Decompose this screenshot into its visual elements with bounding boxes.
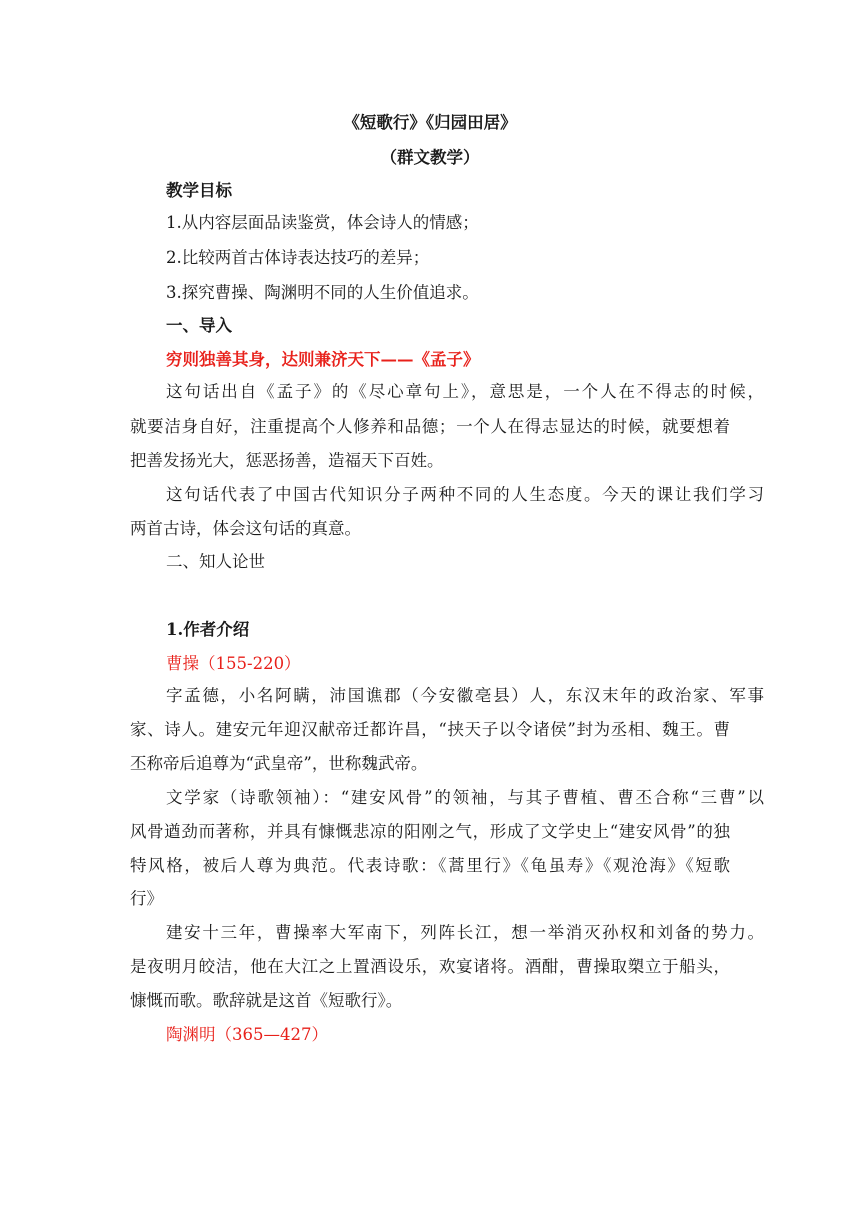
goals-heading: 教学目标 [166, 181, 232, 200]
intro-paragraph-line: 这句话出自《孟子》的《尽心章句上》，意思是，一个人在不得志的时候， [166, 382, 764, 401]
author-name-caocao: 曹操（155-220） [166, 654, 301, 673]
caocao-bio-line: 家、诗人。建安元年迎汉献帝迁都许昌，“挟天子以令诸侯”封为丞相、魏王。曹 [130, 720, 730, 739]
poem-background-line: 建安十三年，曹操率大军南下，列阵长江，想一举消灭孙权和刘备的势力。 [166, 923, 764, 942]
document-subtitle: （群文教学） [380, 148, 480, 167]
poem-background-line: 是夜明月皎洁，他在大江之上置酒设乐，欢宴诸将。酒酣，曹操取槊立于船头， [130, 957, 730, 976]
caocao-literature-line: 行》 [130, 889, 163, 908]
document-title: 《短歌行》《归园田居》 [343, 113, 517, 132]
intro-paragraph-line: 把善发扬光大，惩恶扬善，造福天下百姓。 [130, 451, 444, 470]
poem-background-line: 慷慨而歌。歌辞就是这首《短歌行》。 [130, 991, 403, 1010]
caocao-bio-line: 字孟德，小名阿瞒，沛国谯郡（今安徽亳县）人，东汉末年的政治家、军事 [166, 686, 764, 705]
intro-paragraph-line: 两首古诗，体会这句话的真意。 [130, 519, 361, 538]
intro-paragraph-line: 这句话代表了中国古代知识分子两种不同的人生态度。今天的课让我们学习 [166, 485, 764, 504]
intro-paragraph-line: 就要洁身自好，注重提高个人修养和品德；一个人在得志显达的时候，就要想着 [130, 417, 730, 436]
caocao-literature-line: 文学家（诗歌领袖）：“建安风骨”的领袖，与其子曹植、曹丕合称“三曹”以 [166, 788, 764, 807]
author-name-taoyuanming: 陶渊明（365—427） [166, 1025, 328, 1044]
caocao-bio-line: 丕称帝后追尊为“武皇帝”，世称魏武帝。 [130, 754, 428, 773]
goal-item: 3.探究曹操、陶渊明不同的人生价值追求。 [166, 283, 479, 302]
goal-item: 2.比较两首古体诗表达技巧的差异； [166, 248, 430, 267]
caocao-literature-line: 特风格，被后人尊为典范。代表诗歌：《蒿里行》《龟虽寿》《观沧海》《短歌 [130, 856, 730, 875]
mencius-quote: 穷则独善其身，达则兼济天下——《孟子》 [166, 350, 480, 369]
caocao-literature-line: 风骨遒劲而著称，并具有慷慨悲凉的阳刚之气，形成了文学史上“建安风骨”的独 [130, 822, 730, 841]
section-heading-background: 二、知人论世 [166, 552, 265, 571]
goal-item: 1.从内容层面品读鉴赏，体会诗人的情感； [166, 213, 479, 232]
section-heading-intro: 一、导入 [166, 316, 232, 335]
author-intro-heading: 1.作者介绍 [166, 620, 250, 639]
